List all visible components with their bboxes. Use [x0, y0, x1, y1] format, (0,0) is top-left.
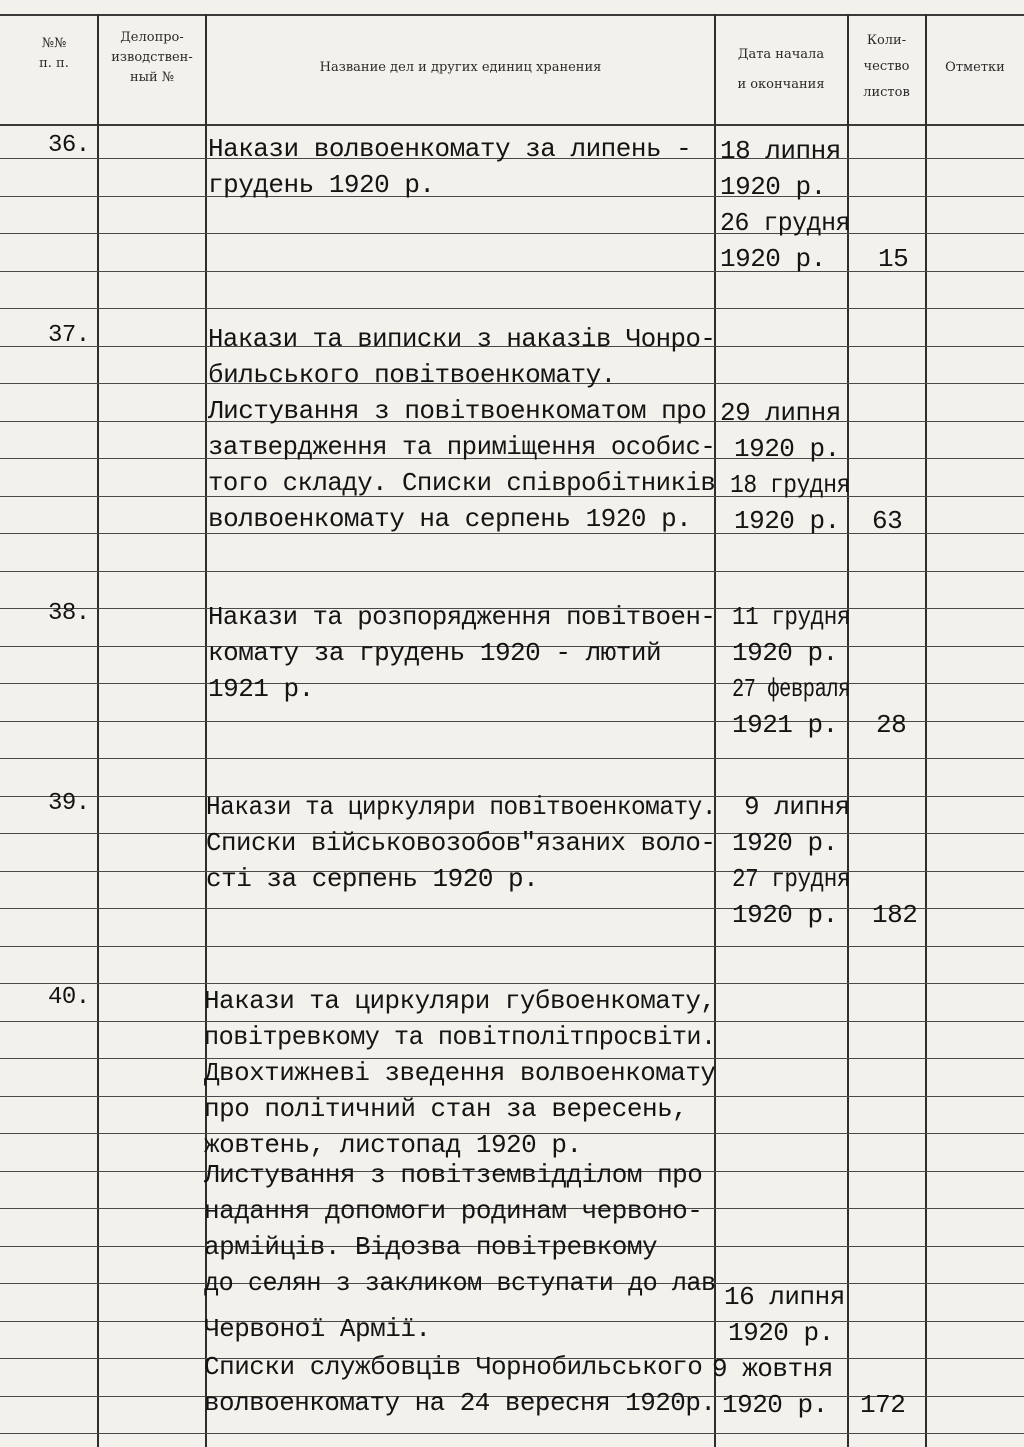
- table-top-border: [0, 14, 1024, 16]
- entry-date-line: 1920 р.: [732, 828, 838, 858]
- header-office-number: Делопро- изводствен- ный №: [111, 30, 193, 85]
- header-title: Название дел и других единиц хранения: [319, 60, 602, 75]
- ruled-line: [0, 308, 1024, 309]
- entry-number: 39.: [48, 790, 90, 817]
- entry-title-line: бильського повітвоенкомату.: [208, 360, 616, 390]
- ruled-line: [0, 271, 1024, 272]
- entry-date-line: 26 грудня: [720, 208, 850, 238]
- ruled-line: [0, 983, 1024, 984]
- entry-title-line: Червоної Армії.: [204, 1314, 431, 1344]
- entry-date-line: 1920 р.: [732, 900, 838, 930]
- entry-title-line: волвоенкомату на 24 вересня 1920р.: [204, 1388, 716, 1418]
- ruled-line: [0, 946, 1024, 947]
- entry-title-line: 1921 р.: [208, 674, 314, 704]
- entry-sheets: 172: [860, 1390, 906, 1420]
- entry-date-line: 18 грудня: [730, 470, 850, 500]
- entry-title-line: затвердження та приміщення особис-: [208, 432, 716, 462]
- entry-date-line: 1920 р.: [720, 244, 826, 274]
- entry-date-line: 27 грудня: [732, 864, 850, 894]
- entry-title-line: Накази та розпорядження повітвоен-: [208, 602, 716, 632]
- entry-sheets: 182: [872, 900, 918, 930]
- ruled-line: [0, 1321, 1024, 1322]
- entry-date-line: 1920 р.: [734, 434, 840, 464]
- ruled-line: [0, 908, 1024, 909]
- entry-title-line: Накази волвоенкомату за липень -: [208, 134, 692, 164]
- ruled-line: [0, 571, 1024, 572]
- entry-date-line: 9 липня: [744, 792, 850, 822]
- entry-title-line: грудень 1920 р.: [208, 170, 435, 200]
- entry-date-line: 1921 р.: [732, 710, 838, 740]
- entry-number: 37.: [48, 322, 90, 349]
- header-bottom-border: [0, 124, 1024, 126]
- entry-title-line: Листування з повітвоенкоматом про: [208, 396, 707, 426]
- header-notes: Отметки: [945, 60, 1005, 75]
- header-dates: Дата начала и окончания: [737, 47, 825, 92]
- ruled-line: [0, 758, 1024, 759]
- entry-title-line: повітревкому та повітполітпросвіти.: [204, 1022, 716, 1052]
- ruled-line: [0, 683, 1024, 684]
- entry-sheets: 28: [876, 710, 907, 740]
- entry-date-line: 27 февраля: [732, 674, 850, 704]
- entry-sheets: 63: [872, 506, 903, 536]
- entry-title-line: Накази та циркуляри губвоенкомату,: [204, 986, 716, 1016]
- entry-title-line: до селян з закликом вступати до лав: [204, 1268, 716, 1298]
- entry-title-line: волвоенкомату на серпень 1920 р.: [208, 504, 692, 534]
- ruled-line: [0, 721, 1024, 722]
- entry-date-line: 1920 р.: [720, 172, 826, 202]
- entry-date-line: 9 жовтня: [712, 1354, 833, 1384]
- entry-date-line: 1920 р.: [732, 638, 838, 668]
- entry-title-line: жовтень, листопад 1920 р.: [204, 1130, 582, 1160]
- entry-title-line: Двохтижневі зведення волвоенкомату: [204, 1058, 716, 1088]
- entry-title-line: Листування з повітземвідділом про: [204, 1160, 703, 1190]
- entry-date-line: 29 липня: [720, 398, 841, 428]
- ruled-line: [0, 1433, 1024, 1434]
- entry-title-line: Списки службовців Чорнобильського: [204, 1352, 703, 1382]
- entry-number: 40.: [48, 984, 90, 1011]
- entry-number: 36.: [48, 132, 90, 159]
- column-divider-1: [97, 14, 99, 1447]
- ruled-line: [0, 233, 1024, 234]
- ruled-line: [0, 196, 1024, 197]
- entry-date-line: 18 липня: [720, 136, 841, 166]
- entry-date-line: 1920 р.: [734, 506, 840, 536]
- entry-title-line: про політичний стан за вересень,: [204, 1094, 688, 1124]
- entry-title-line: Списки військовозобов"язаних воло-: [206, 828, 716, 858]
- entry-date-line: 11 грудня: [732, 602, 850, 632]
- entry-number: 38.: [48, 600, 90, 627]
- entry-title-line: армійців. Відозва повітревкому: [204, 1232, 658, 1262]
- header-sheets: Коли- чество листов: [863, 33, 910, 100]
- entry-title-line: Накази та виписки з наказів Чонро-: [208, 324, 716, 354]
- entry-title-line: надання допомоги родинам червоно-: [204, 1196, 703, 1226]
- entry-title-line: сті за серпень 1920 р.: [206, 864, 539, 894]
- entry-date-line: 16 липня: [724, 1282, 845, 1312]
- entry-date-line: 1920 р.: [722, 1390, 828, 1420]
- entry-title-line: того складу. Списки співробітників: [208, 468, 716, 498]
- entry-title-line: комату за грудень 1920 - лютий: [208, 638, 662, 668]
- column-divider-5: [925, 14, 927, 1447]
- header-number: №№ п. п.: [39, 36, 69, 71]
- column-divider-3: [714, 14, 716, 1447]
- entry-title-line: Накази та циркуляри повітвоенкомату.: [206, 792, 716, 822]
- entry-sheets: 15: [878, 244, 909, 274]
- entry-date-line: 1920 р.: [728, 1318, 834, 1348]
